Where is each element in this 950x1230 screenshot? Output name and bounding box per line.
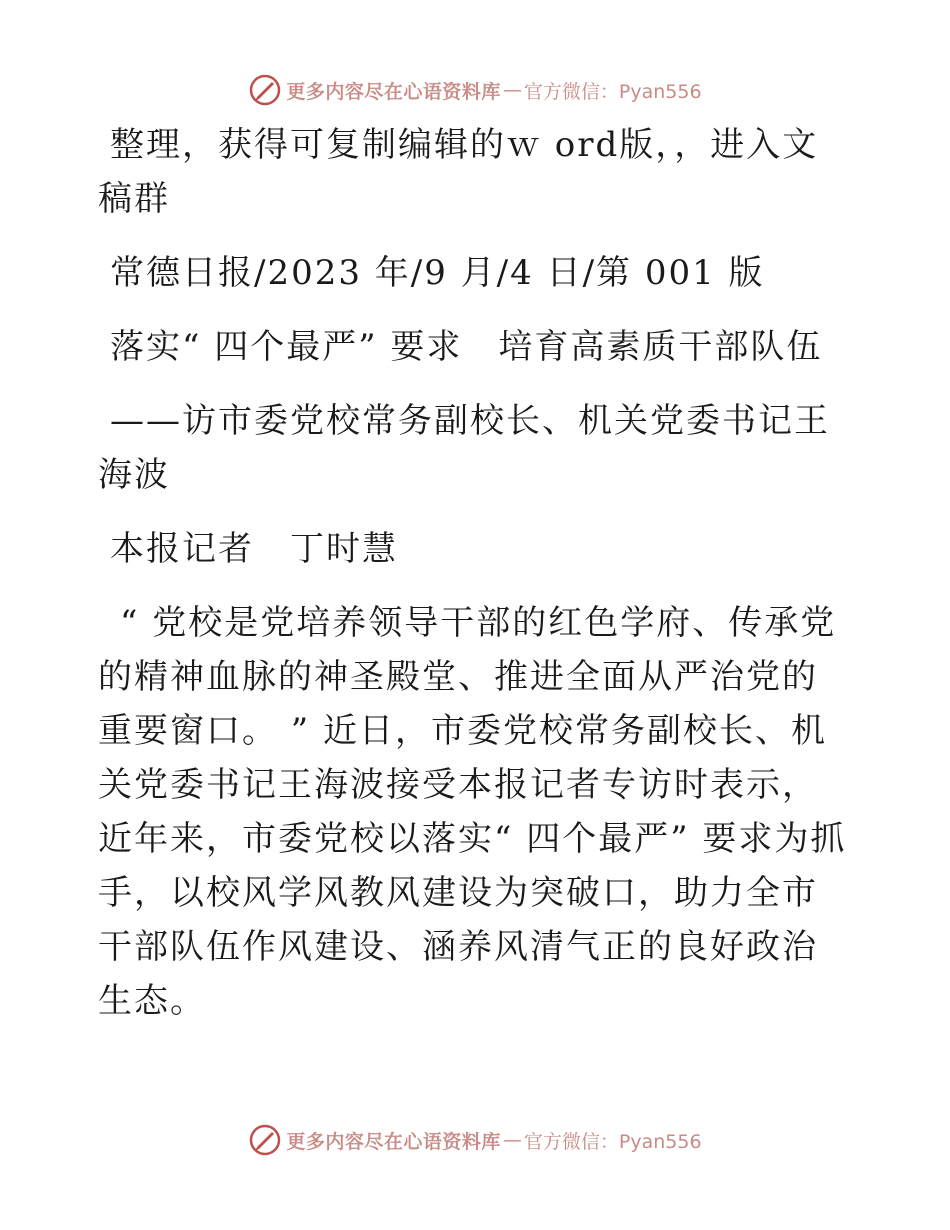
intro-line: 整理，获得可复制编辑的ｗ ord版，，进入文稿群 xyxy=(98,125,819,219)
header-banner xyxy=(0,70,950,110)
article-body xyxy=(98,118,848,1048)
footer-banner xyxy=(0,1120,950,1160)
banner-separator: — xyxy=(502,79,522,101)
byline: 本报记者 丁时慧 xyxy=(110,529,398,569)
site-promo-text: 更多内容尽在心语资料库 xyxy=(286,80,501,103)
wechat-contact: 官方微信：Pyan556 xyxy=(523,1130,702,1153)
subheadline: ——访市委党校常务副校长、机关党委书记王海波 xyxy=(98,401,830,495)
source-line: 常德日报/2023 年/9 月/4 日/第 001 版 xyxy=(110,253,765,293)
site-promo-text: 更多内容尽在心语资料库 xyxy=(286,1130,501,1153)
banner-separator: — xyxy=(502,1129,522,1151)
quill-pen-logo-icon xyxy=(248,1123,282,1157)
headline: 落实“ 四个最严” 要求 培育高素质干部队伍 xyxy=(110,327,823,367)
article-paragraph: “ 党校是党培养领导干部的红色学府、传承党的精神血脉的神圣殿堂、推进全面从严治党的重要窗口。 ” 近日，市委党校常务副校长、机关党委书记王海波接受本报记者专访时表示，近年来，市委党校以落实“ 四个最严” 要求为抓手，以校风学风教风建设为突破口，助力全市干部队伍作风建设、涵养风清气正的良好政治生态。 xyxy=(98,603,847,1021)
quill-pen-logo-icon xyxy=(248,73,282,107)
wechat-contact: 官方微信：Pyan556 xyxy=(523,80,702,103)
